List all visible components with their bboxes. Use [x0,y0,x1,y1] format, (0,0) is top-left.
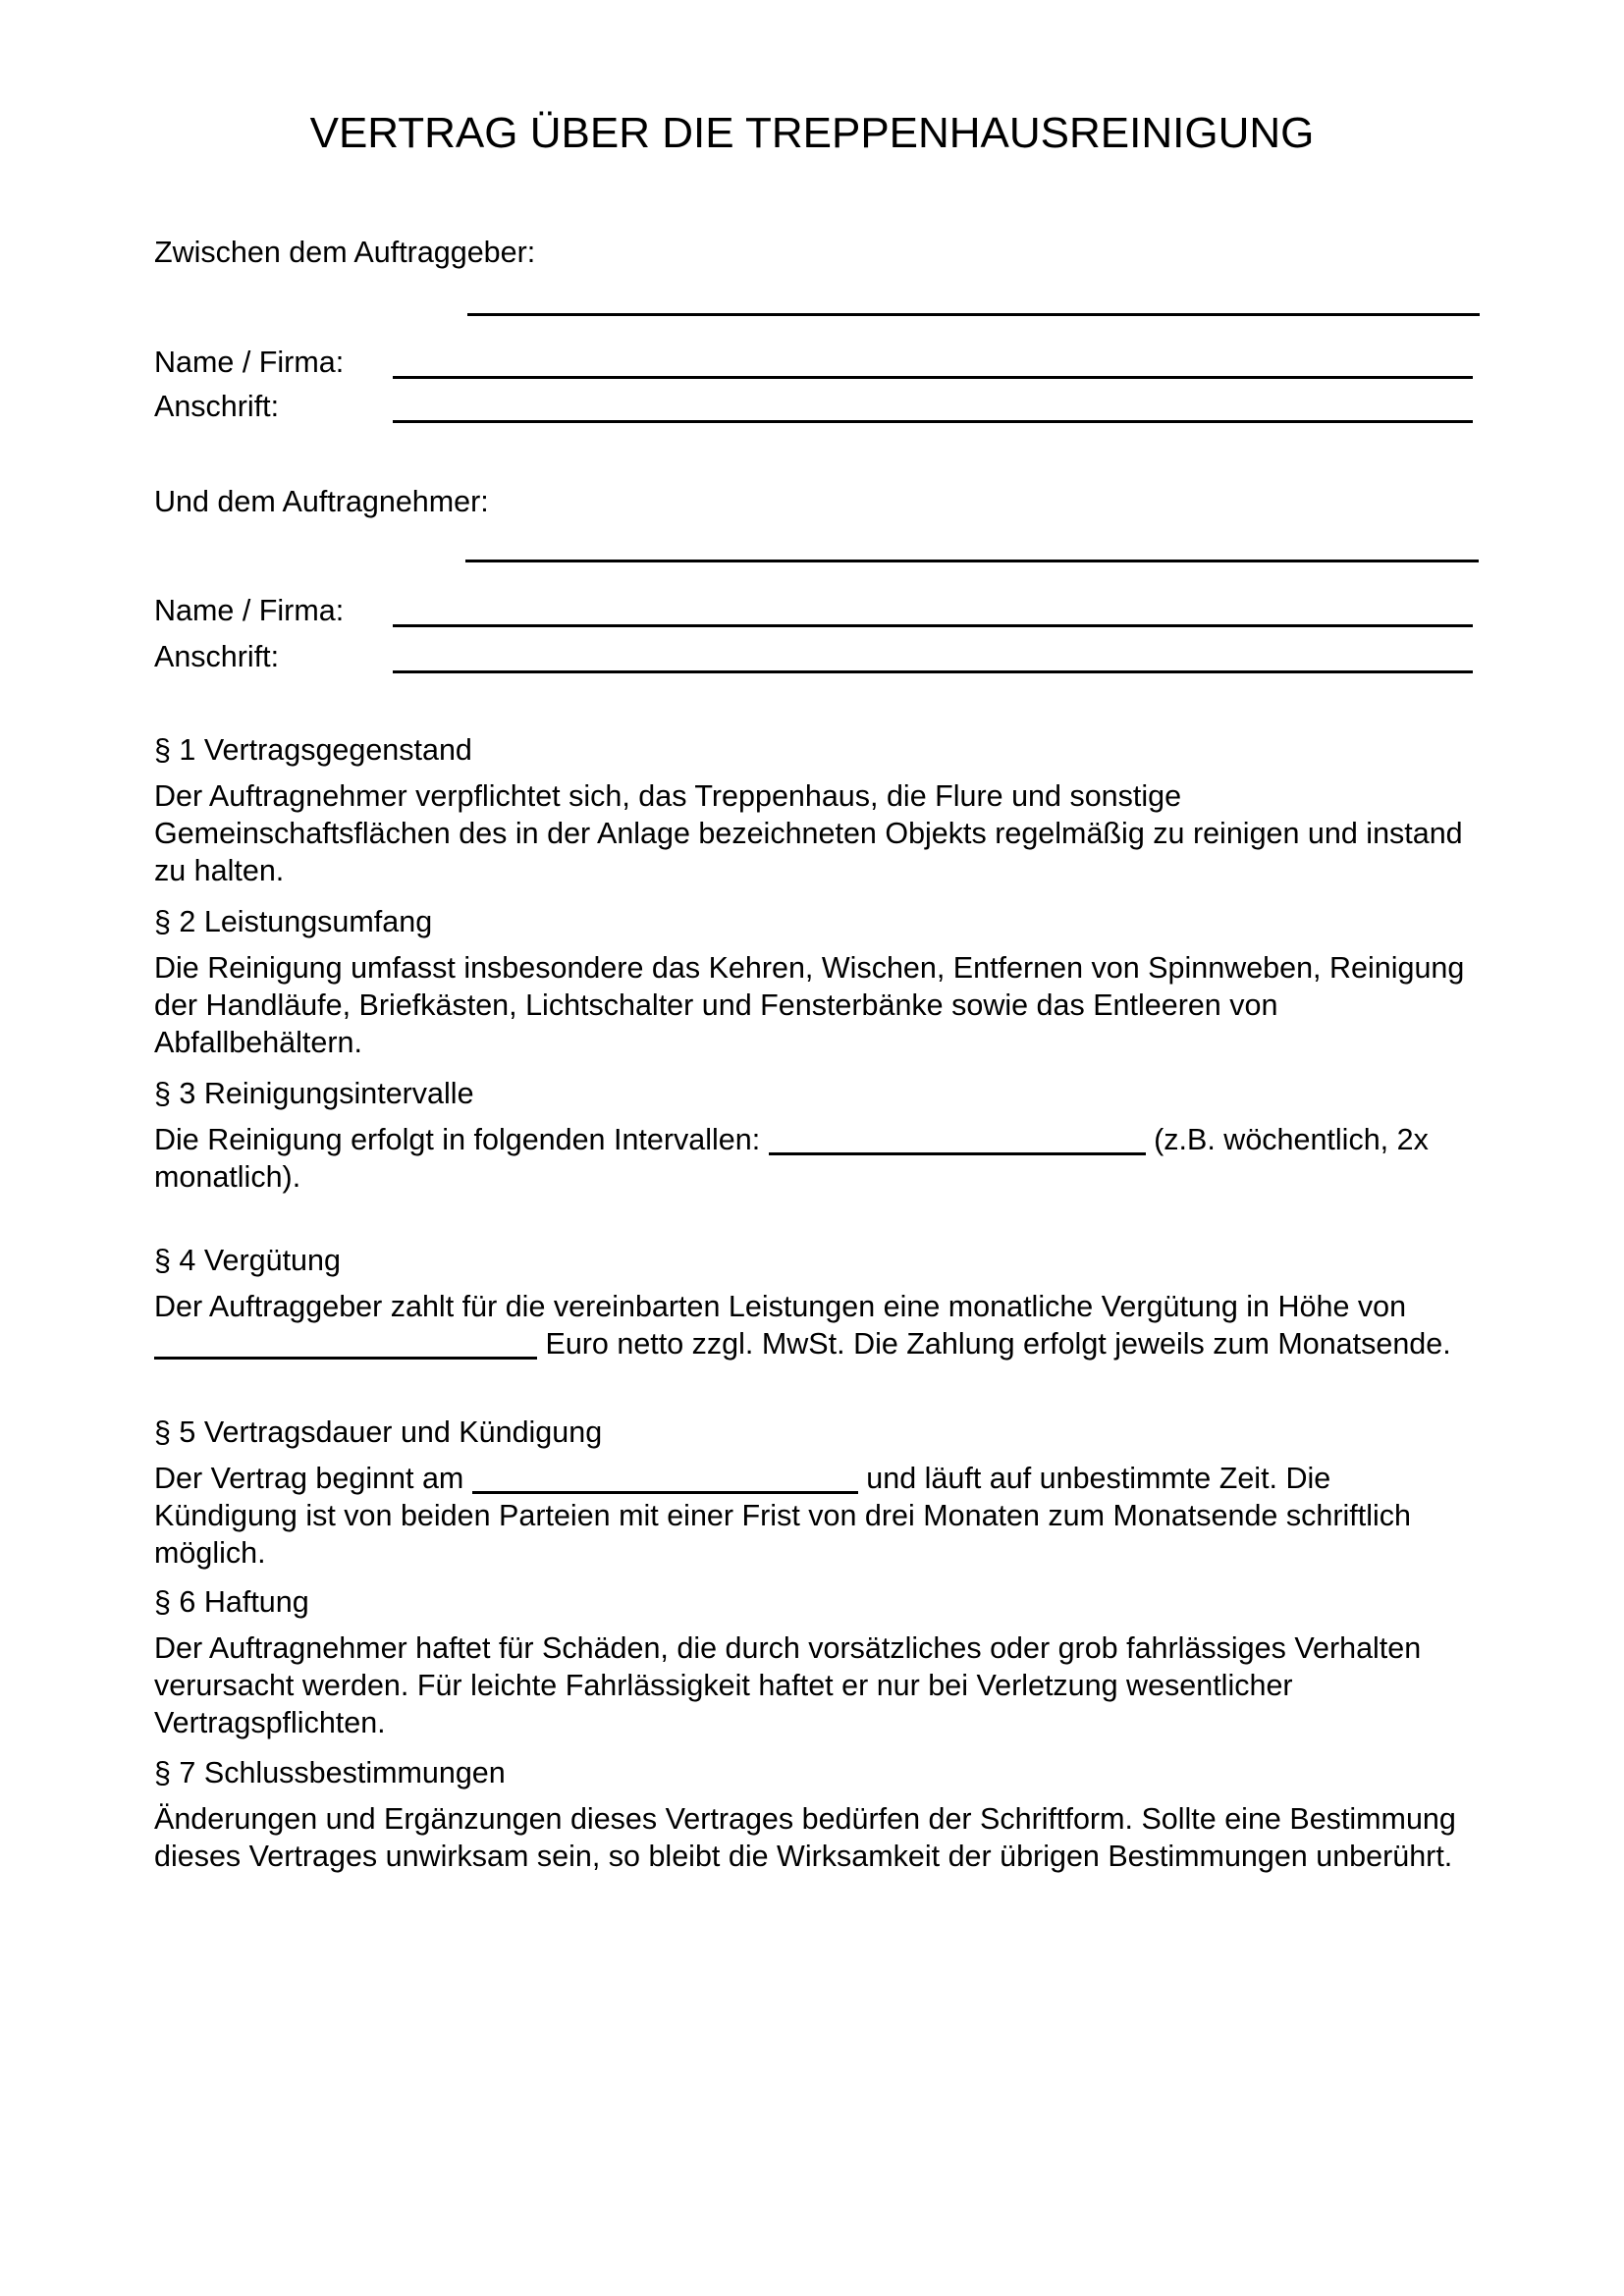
section-heading: § 4 Vergütung [154,1244,341,1277]
contractor-address-field-line [393,670,1473,673]
section-paragraph: Der Vertrag beginnt am und läuft auf unbestimmte Zeit. Die Kündigung ist von beiden Parteien mit einer Frist von drei Monaten zum Monatsende schriftlich möglich. [154,1462,1411,1570]
section-2-leistungsumfang [154,903,1470,1061]
client-name-field-line [393,376,1473,379]
client-name-field-row [154,344,1473,383]
section-paragraph: Der Auftragnehmer verpflichtet sich, das Treppenhaus, die Flure und sonstige Gemeinschaftsflächen des in der Anlage bezeichneten Objekts regelmäßig zu reinigen und instand zu halten. [154,779,1463,887]
section-heading: § 1 Vertragsgegenstand [154,733,472,767]
section-heading: § 2 Leistungsumfang [154,905,433,938]
section-paragraph: Die Reinigung erfolgt in folgenden Intervallen: (z.B. wöchentlich, 2x monatlich). [154,1123,1429,1194]
contractor-address-field-row [154,638,1473,677]
section-1-vertragsgegenstand [154,731,1470,889]
client-name-field-label: Name / Firma: [154,346,345,379]
section-5-vertragsdauer-und-kuendigung [154,1414,1470,1572]
client-address-field-label: Anschrift: [154,390,280,423]
section-7-schlussbestimmungen [154,1754,1470,1875]
section-6-haftung [154,1583,1470,1741]
contractor-address-field-label: Anschrift: [154,640,280,673]
contractor-name-field-label: Name / Firma: [154,594,345,627]
fill-in-blank [769,1152,1146,1155]
client-intro-label: Zwischen dem Auftraggeber: [154,236,536,269]
contractor-name-field-line [393,624,1473,627]
contractor-name-field-row [154,592,1473,631]
section-paragraph: Änderungen und Ergänzungen dieses Vertrages bedürfen der Schriftform. Sollte eine Bestimmung dieses Vertrages unwirksam sein, so bleibt die Wirksamkeit der übrigen Bestimmungen unberührt. [154,1802,1456,1873]
client-address-field-line [393,420,1473,423]
document-title: VERTRAG ÜBER DIE TREPPENHAUSREINIGUNG [309,109,1315,157]
section-heading: § 3 Reinigungsintervalle [154,1077,474,1110]
section-heading: § 5 Vertragsdauer und Kündigung [154,1415,603,1449]
client-address-field-row [154,388,1473,427]
section-3-reinigungsintervalle [154,1075,1470,1196]
fill-in-blank [154,1357,537,1360]
contractor-intro-label: Und dem Auftragnehmer: [154,485,489,518]
section-paragraph: Der Auftragnehmer haftet für Schäden, die durch vorsätzliches oder grob fahrlässiges Verhalten verursacht werden. Für leichte Fahrlässigkeit haftet er nur bei Verletzung wesentlicher Vertragspflichten. [154,1631,1422,1739]
contractor-fill-in-line [465,560,1479,562]
section-4-verguetung [154,1242,1470,1362]
fill-in-blank [472,1491,858,1494]
client-fill-in-line [467,313,1480,316]
section-paragraph: Der Auftraggeber zahlt für die vereinbarten Leistungen eine monatliche Vergütung in Höhe von Euro netto zzgl. MwSt. Die Zahlung erfolgt jeweils zum Monatsende. [154,1290,1451,1361]
section-heading: § 6 Haftung [154,1585,309,1619]
section-paragraph: Die Reinigung umfasst insbesondere das Kehren, Wischen, Entfernen von Spinnweben, Reinigung der Handläufe, Briefkästen, Lichtschalter und Fensterbänke sowie das Entleeren von Abfallbehältern. [154,951,1465,1059]
section-heading: § 7 Schlussbestimmungen [154,1756,506,1789]
